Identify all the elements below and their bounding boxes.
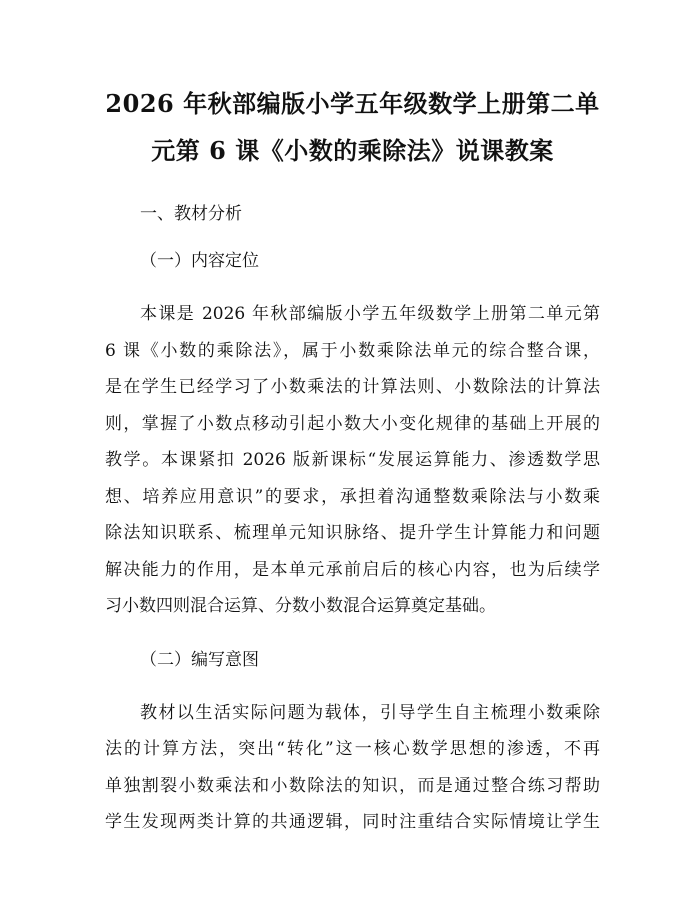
paragraph-line: 想、培养应用意识”的要求，承担着沟通整数乘除法与小数乘: [105, 486, 600, 507]
paragraph-line: 解决能力的作用，是本单元承前启后的核心内容，也为后续学: [105, 559, 600, 580]
paragraph-writing-intent: [105, 695, 600, 841]
paragraph-line: 则，掌握了小数点移动引起小数大小变化规律的基础上开展的: [105, 413, 600, 434]
title-line-2: 元第 6 课《小数的乘除法》说课教案: [151, 136, 554, 165]
paragraph-line: 教材以生活实际问题为载体，引导学生自主梳理小数乘除: [140, 702, 600, 723]
paragraph-line: 习小数四则混合运算、分数小数混合运算奠定基础。: [105, 596, 496, 616]
title-line-1: 2026 年秋部编版小学五年级数学上册第二单: [105, 89, 600, 118]
paragraph-content-positioning: [105, 296, 600, 625]
section-heading-material-analysis: 一、教材分析: [140, 204, 242, 224]
document-title: [105, 80, 600, 174]
subsection-heading-writing-intent: （二）编写意图: [140, 649, 259, 670]
paragraph-line: 6 课《小数的乘除法》，属于小数乘除法单元的综合整合课，: [105, 340, 600, 361]
paragraph-line: 教学。本课紧扣 2026 版新课标“发展运算能力、渗透数学思: [105, 450, 600, 470]
paragraph-line: 单独割裂小数乘法和小数除法的知识，而是通过整合练习帮助: [105, 775, 600, 796]
paragraph-line: 除法知识联系、梳理单元知识脉络、提升学生计算能力和问题: [105, 523, 600, 543]
paragraph-line: 本课是 2026 年秋部编版小学五年级数学上册第二单元第: [140, 304, 600, 324]
paragraph-line: 是在学生已经学习了小数乘法的计算法则、小数除法的计算法: [105, 377, 600, 397]
subsection-heading-content-positioning: （一）内容定位: [140, 251, 259, 271]
paragraph-line: 法的计算方法，突出“转化”这一核心数学思想的渗透，不再: [105, 739, 600, 759]
paragraph-line: 学生发现两类计算的共通逻辑，同时注重结合实际情境让学生: [105, 812, 600, 832]
